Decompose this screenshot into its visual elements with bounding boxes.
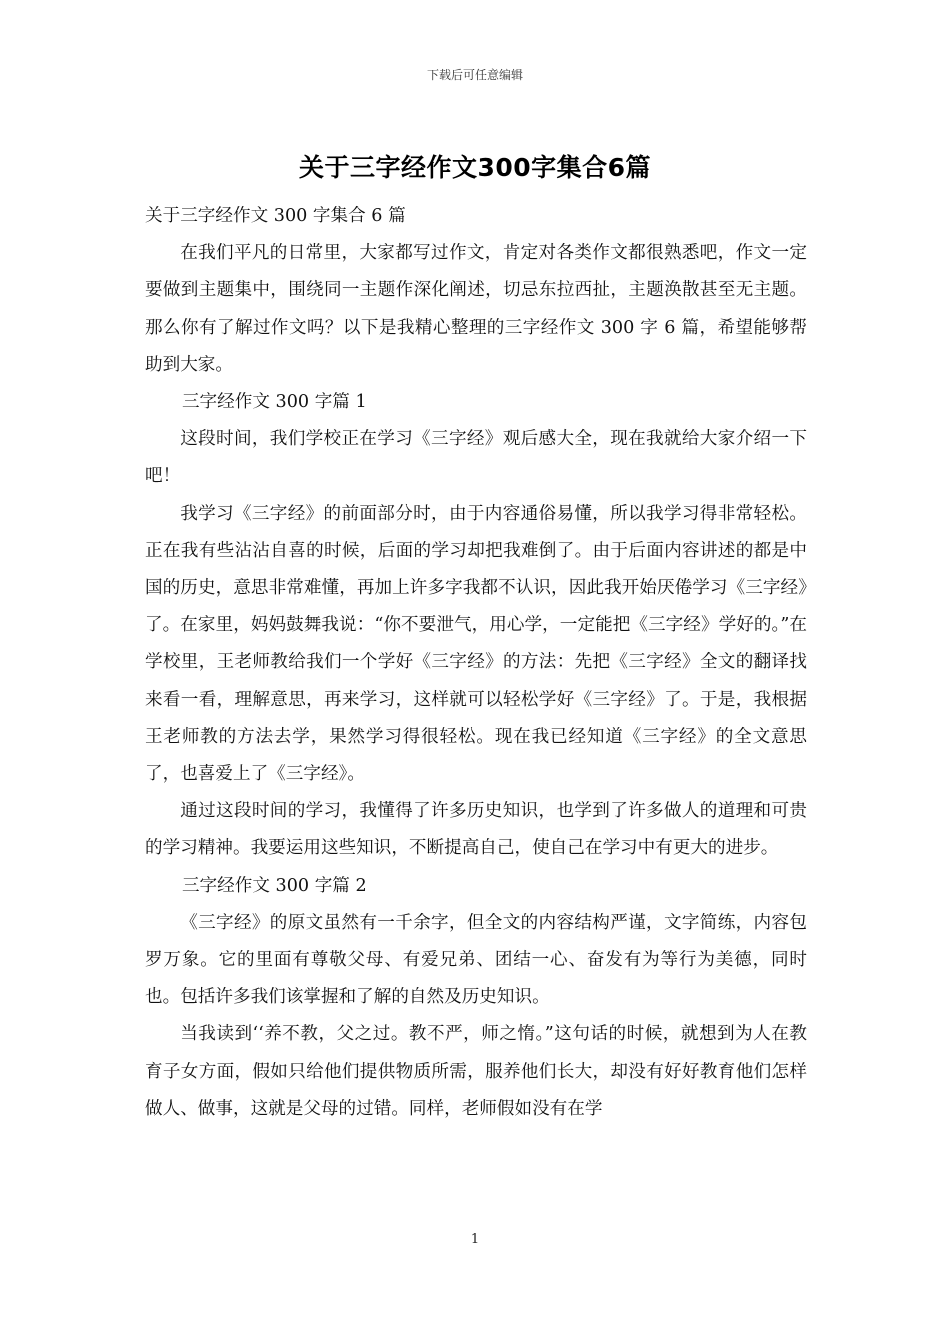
document-body — [145, 198, 807, 1128]
document-subtitle: 关于三字经作文 300 字集合 6 篇 — [145, 206, 406, 226]
document-title: 关于三字经作文300字集合6篇 — [298, 153, 652, 182]
paragraph-intro: 在我们平凡的日常里，大家都写过作文，肯定对各类作文都很熟悉吧，作文一定要做到主题集中，围绕同一主题作深化阐述，切忌东拉西扯，主题涣散甚至无主题。那么你有了解过作文吗？以下是我精心整理的三字经作文 300 字 6 篇，希望能够帮助到大家。 — [145, 243, 807, 375]
paragraph: 《三字经》的原文虽然有一千余字，但全文的内容结构严谨，文字简练，内容包罗万象。它的里面有尊敬父母、有爱兄弟、团结一心、奋发有为等行为美德，同时也。包括许多我们该掌握和了解的自然及历史知识。 — [145, 912, 807, 1008]
section-heading-1: 三字经作文 300 字篇 1 — [181, 392, 367, 413]
page-number: 1 — [470, 1232, 480, 1247]
paragraph: 这段时间，我们学校正在学习《三字经》观后感大全，现在我就给大家介绍一下吧！ — [145, 429, 807, 487]
section-heading-2: 三字经作文 300 字篇 2 — [181, 875, 367, 896]
paragraph: 通过这段时间的学习，我懂得了许多历史知识，也学到了许多做人的道理和可贵的学习精神。我要运用这些知识，不断提高自己，使自己在学习中有更大的进步。 — [145, 801, 807, 859]
page-header: 下载后可任意编辑 — [426, 68, 523, 82]
paragraph: 我学习《三字经》的前面部分时，由于内容通俗易懂，所以我学习得非常轻松。正在我有些沾沾自喜的时候，后面的学习却把我难倒了。由于后面内容讲述的都是中国的历史，意思非常难懂，再加上许多字我都不认识，因此我开始厌倦学习《三字经》了。在家里，妈妈鼓舞我说：“你不要泄气，用心学，一定能把《三字经》学好的。”在学校里，王老师教给我们一个学好《三字经》的方法：先把《三字经》全文的翻译找来看一看，理解意思，再来学习，这样就可以轻松学好《三字经》了。于是，我根据王老师教的方法去学，果然学习得很轻松。现在我已经知道《三字经》的全文意思了，也喜爱上了《三字经》。 — [145, 503, 807, 785]
paragraph: 当我读到‘‘养不教，父之过。教不严，师之惰。”这句话的时候，就想到为人在教育子女方面，假如只给他们提供物质所需，服养他们长大，却没有好好教育他们怎样做人、做事，这就是父母的过错。同样，老师假如没有在学 — [145, 1024, 807, 1119]
